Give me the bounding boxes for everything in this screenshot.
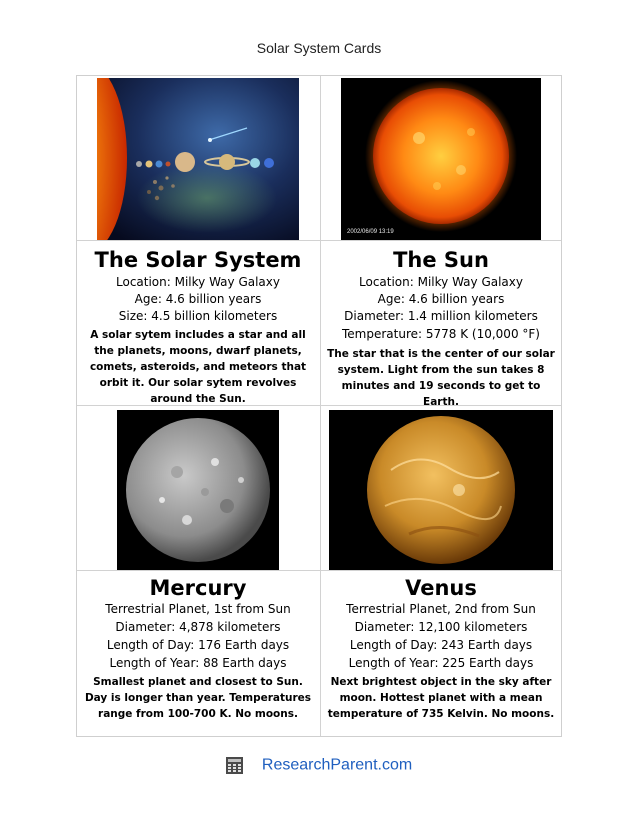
card-title: Mercury [149,576,247,600]
card-description: Smallest planet and closest to Sun. Day is longer than year. Temperatures range from 100-700 K. No moons. [84,676,312,720]
card-fact: Age: 4.6 billion years [377,292,505,306]
card-fact: Location: Milky Way Galaxy [116,275,280,289]
card-title: Venus [405,576,477,600]
card-fact: Length of Day: 243 Earth days [349,638,533,652]
card-fact: Length of Year: 88 Earth days [109,656,287,670]
solar-system-image [97,78,299,240]
row-divider [77,240,561,241]
venus-photo [329,410,553,570]
sun-image [341,78,541,240]
venus-image [329,410,553,570]
footer [0,755,638,777]
card-fact: Size: 4.5 billion kilometers [118,309,278,323]
card-fact: Terrestrial Planet, 1st from Sun [105,602,291,616]
card-fact: Length of Day: 176 Earth days [106,638,290,652]
calculator-icon [226,757,243,774]
mercury-image [117,410,279,570]
card-sheet [76,75,562,737]
sun-photo [341,78,541,240]
card-fact: Diameter: 1.4 million kilometers [344,309,538,323]
page-title: Solar System Cards [256,40,382,56]
card-title: The Solar System [94,248,302,272]
card-description: A solar sytem includes a star and all the planets, moons, dwarf planets, comets, asteroids, and meteors that orbit it. Our solar sytem revolves around the Sun. [89,329,307,405]
solar-system-illustration [97,78,299,240]
image-timestamp: 2002/06/09 13:19 [347,229,394,235]
card-fact: Terrestrial Planet, 2nd from Sun [346,602,536,616]
mercury-photo [117,410,279,570]
card-fact: Length of Year: 225 Earth days [348,656,534,670]
card-title: The Sun [393,248,489,272]
card-description: Next brightest object in the sky after moon. Hottest planet with a mean temperature of 735 Kelvin. No moons. [327,676,555,720]
card-fact: Location: Milky Way Galaxy [359,275,523,289]
footer-link[interactable]: ResearchParent.com [261,756,413,774]
row-divider [77,570,561,571]
card-fact: Diameter: 12,100 kilometers [354,620,528,634]
card-fact: Temperature: 5778 K (10,000 °F) [342,327,540,341]
card-fact: Age: 4.6 billion years [134,292,262,306]
card-description: The star that is the center of our solar system. Light from the sun takes 8 minutes and 19 seconds to get to Earth. [327,348,555,408]
card-fact: Diameter: 4,878 kilometers [115,620,281,634]
